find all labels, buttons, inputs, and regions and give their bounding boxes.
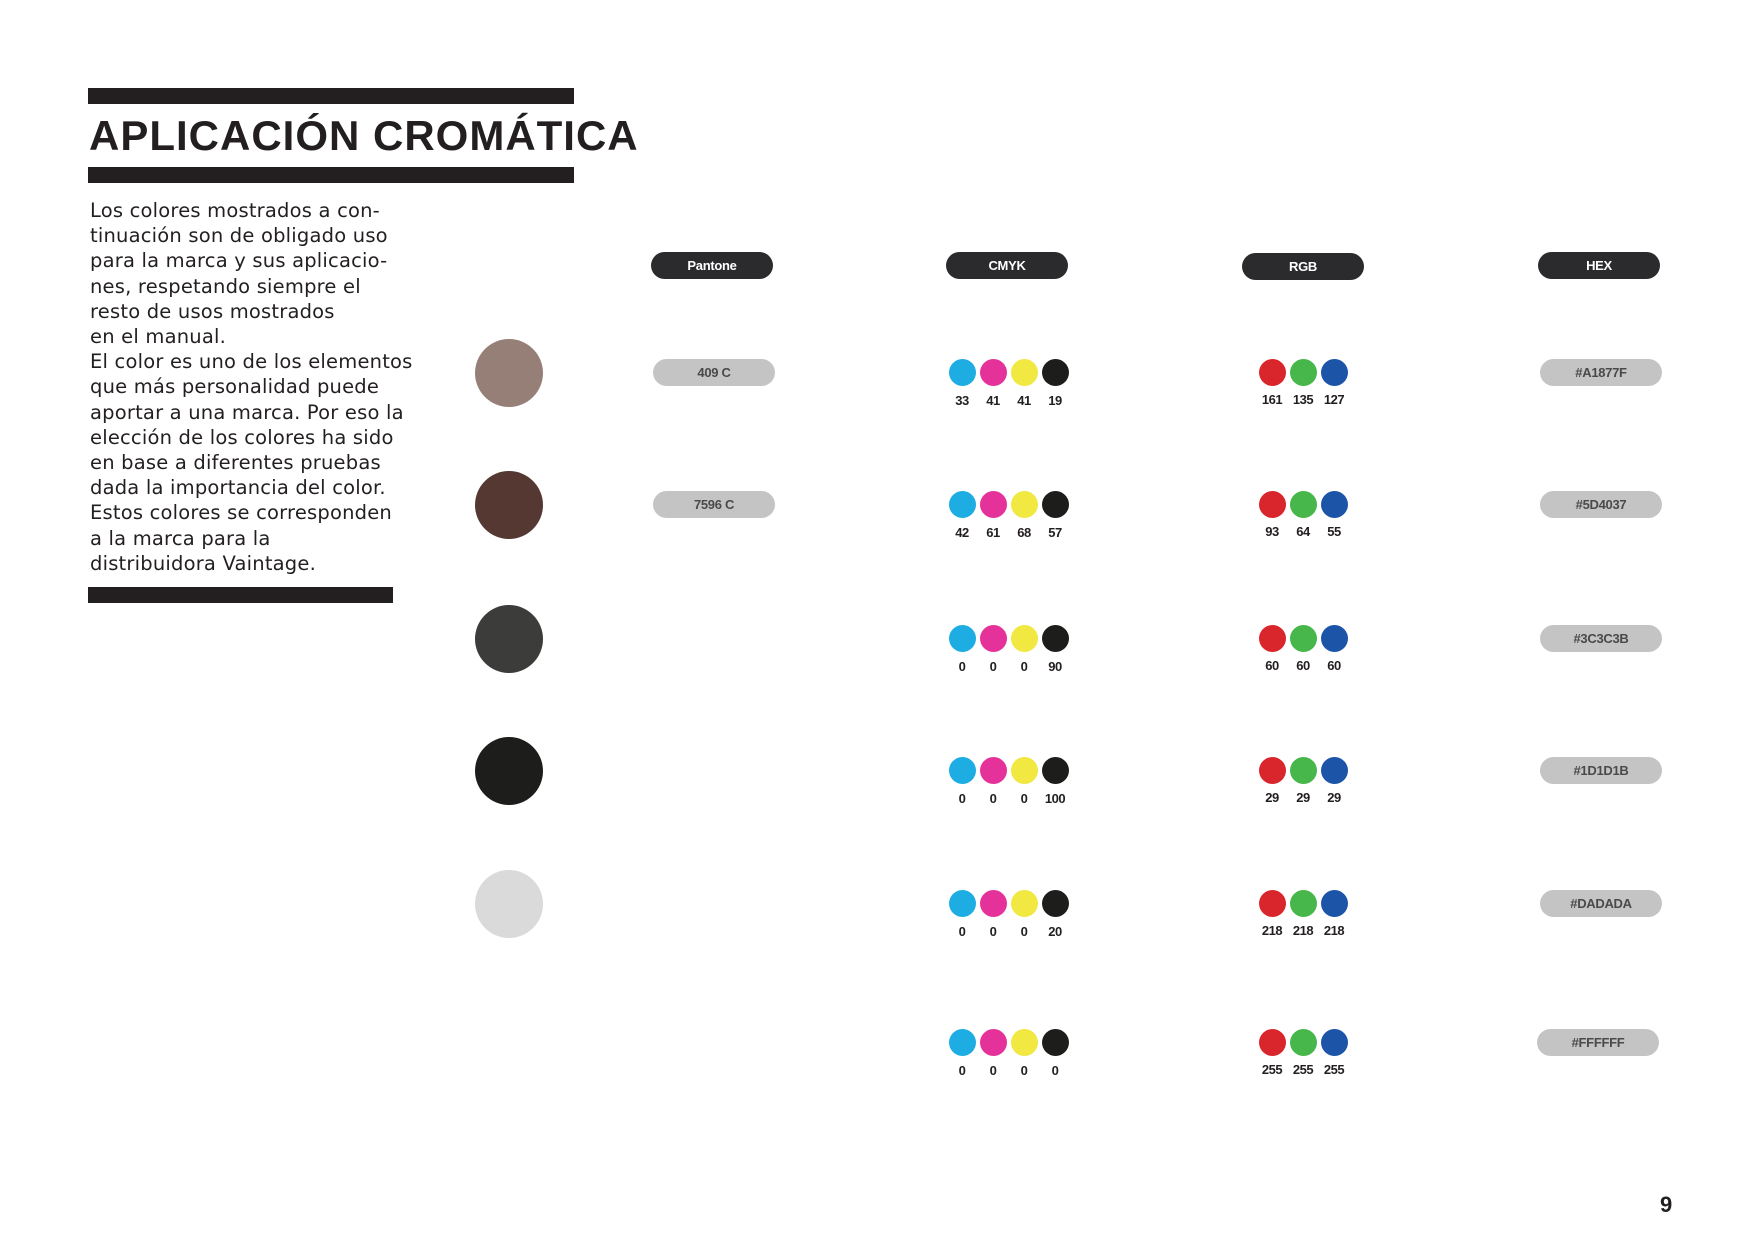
cmyk-c-dot (949, 757, 976, 784)
cmyk-value: 0 (1020, 924, 1028, 939)
rgb-value: 135 (1292, 392, 1314, 407)
rgb-value: 29 (1327, 790, 1341, 805)
rgb-value: 55 (1327, 524, 1341, 539)
cmyk-value: 33 (955, 393, 969, 408)
cmyk-k-dot (1042, 1029, 1069, 1056)
page-number: 9 (1660, 1192, 1673, 1217)
cmyk-value: 0 (989, 659, 997, 674)
rgb-b-dot (1321, 757, 1348, 784)
rgb-value: 161 (1261, 392, 1283, 407)
title-bottom-rule (88, 167, 574, 183)
cmyk-value: 0 (958, 791, 966, 806)
cmyk-value: 0 (958, 924, 966, 939)
rgb-value: 127 (1323, 392, 1345, 407)
cmyk-value: 20 (1048, 924, 1062, 939)
cmyk-value: 0 (958, 1063, 966, 1078)
rgb-value: 29 (1296, 790, 1310, 805)
cmyk-c-dot (949, 890, 976, 917)
paragraph-line: a la marca para la (90, 526, 271, 550)
rgb-b-dot (1321, 1029, 1348, 1056)
rgb-header: RGB (1242, 253, 1364, 280)
cmyk-k-dot (1042, 890, 1069, 917)
cmyk-value: 0 (1051, 1063, 1059, 1078)
cmyk-value: 19 (1048, 393, 1062, 408)
rgb-value: 255 (1261, 1062, 1283, 1077)
cmyk-c-dot (949, 1029, 976, 1056)
cmyk-value: 41 (986, 393, 1000, 408)
hex-value: #FFFFFF (1537, 1029, 1659, 1056)
rgb-value: 60 (1327, 658, 1341, 673)
color-swatch (475, 737, 543, 805)
paragraph-line: El color es uno de los elementos (90, 350, 413, 374)
rgb-r-dot (1259, 491, 1286, 518)
cmyk-m-dot (980, 491, 1007, 518)
cmyk-y-dot (1011, 359, 1038, 386)
cmyk-c-dot (949, 491, 976, 518)
paragraph-bottom-rule (88, 587, 393, 603)
cmyk-m-dot (980, 890, 1007, 917)
rgb-b-dot (1321, 491, 1348, 518)
paragraph-line: dada la importancia del color. (90, 476, 386, 500)
color-swatch (475, 870, 543, 938)
title-top-rule (88, 88, 574, 104)
paragraph-line: para la marca y sus aplicacio- (90, 249, 388, 273)
paragraph-line: en el manual. (90, 325, 226, 349)
cmyk-m-dot (980, 359, 1007, 386)
cmyk-value: 90 (1048, 659, 1062, 674)
paragraph-line: aportar a una marca. Por eso la (90, 400, 404, 424)
pantone-value: 409 C (653, 359, 775, 386)
cmyk-value: 0 (1020, 1063, 1028, 1078)
rgb-g-dot (1290, 1029, 1317, 1056)
rgb-value: 255 (1292, 1062, 1314, 1077)
rgb-value: 60 (1296, 658, 1310, 673)
rgb-value: 93 (1265, 524, 1279, 539)
rgb-b-dot (1321, 625, 1348, 652)
cmyk-c-dot (949, 359, 976, 386)
cmyk-y-dot (1011, 1029, 1038, 1056)
color-swatch (475, 605, 543, 673)
paragraph-line: elección de los colores ha sido (90, 425, 394, 449)
cmyk-k-dot (1042, 359, 1069, 386)
paragraph-line: distribuidora Vaintage. (90, 551, 316, 575)
color-swatch (475, 339, 543, 407)
rgb-g-dot (1290, 625, 1317, 652)
cmyk-m-dot (980, 757, 1007, 784)
cmyk-m-dot (980, 1029, 1007, 1056)
cmyk-value: 57 (1048, 525, 1062, 540)
rgb-value: 218 (1292, 923, 1314, 938)
cmyk-y-dot (1011, 757, 1038, 784)
cmyk-y-dot (1011, 890, 1038, 917)
cmyk-value: 61 (986, 525, 1000, 540)
cmyk-y-dot (1011, 491, 1038, 518)
rgb-g-dot (1290, 359, 1317, 386)
rgb-value: 218 (1323, 923, 1345, 938)
cmyk-value: 0 (989, 791, 997, 806)
cmyk-header: CMYK (946, 252, 1068, 279)
rgb-b-dot (1321, 890, 1348, 917)
cmyk-c-dot (949, 625, 976, 652)
cmyk-k-dot (1042, 491, 1069, 518)
color-swatch (475, 471, 543, 539)
cmyk-value: 0 (958, 659, 966, 674)
hex-value: #DADADA (1540, 890, 1662, 917)
hex-value: #3C3C3B (1540, 625, 1662, 652)
rgb-g-dot (1290, 491, 1317, 518)
paragraph-line: Estos colores se corresponden (90, 501, 392, 525)
cmyk-value: 0 (989, 924, 997, 939)
cmyk-value: 68 (1017, 525, 1031, 540)
paragraph-line: tinuación son de obligado uso (90, 224, 388, 248)
paragraph-line: que más personalidad puede (90, 375, 380, 399)
cmyk-value: 42 (955, 525, 969, 540)
rgb-g-dot (1290, 890, 1317, 917)
rgb-value: 29 (1265, 790, 1279, 805)
page-title: APLICACIÓN CROMÁTICA (89, 112, 639, 159)
cmyk-k-dot (1042, 625, 1069, 652)
hex-value: #A1877F (1540, 359, 1662, 386)
cmyk-m-dot (980, 625, 1007, 652)
cmyk-k-dot (1042, 757, 1069, 784)
rgb-b-dot (1321, 359, 1348, 386)
paragraph-line: nes, respetando siempre el (90, 274, 361, 298)
hex-header: HEX (1538, 252, 1660, 279)
rgb-value: 64 (1296, 524, 1310, 539)
cmyk-value: 41 (1017, 393, 1031, 408)
rgb-value: 255 (1323, 1062, 1345, 1077)
rgb-r-dot (1259, 625, 1286, 652)
rgb-value: 60 (1265, 658, 1279, 673)
rgb-g-dot (1290, 757, 1317, 784)
hex-value: #1D1D1B (1540, 757, 1662, 784)
pantone-value: 7596 C (653, 491, 775, 518)
cmyk-value: 0 (1020, 791, 1028, 806)
rgb-r-dot (1259, 359, 1286, 386)
rgb-r-dot (1259, 1029, 1286, 1056)
paragraph-line: en base a diferentes pruebas (90, 451, 381, 475)
cmyk-y-dot (1011, 625, 1038, 652)
hex-value: #5D4037 (1540, 491, 1662, 518)
intro-paragraph (90, 198, 420, 576)
paragraph-line: resto de usos mostrados (90, 299, 335, 323)
rgb-r-dot (1259, 890, 1286, 917)
rgb-value: 218 (1261, 923, 1283, 938)
rgb-r-dot (1259, 757, 1286, 784)
cmyk-value: 100 (1044, 791, 1066, 806)
pantone-header: Pantone (651, 252, 773, 279)
paragraph-line: Los colores mostrados a con- (90, 199, 380, 222)
cmyk-value: 0 (989, 1063, 997, 1078)
cmyk-value: 0 (1020, 659, 1028, 674)
